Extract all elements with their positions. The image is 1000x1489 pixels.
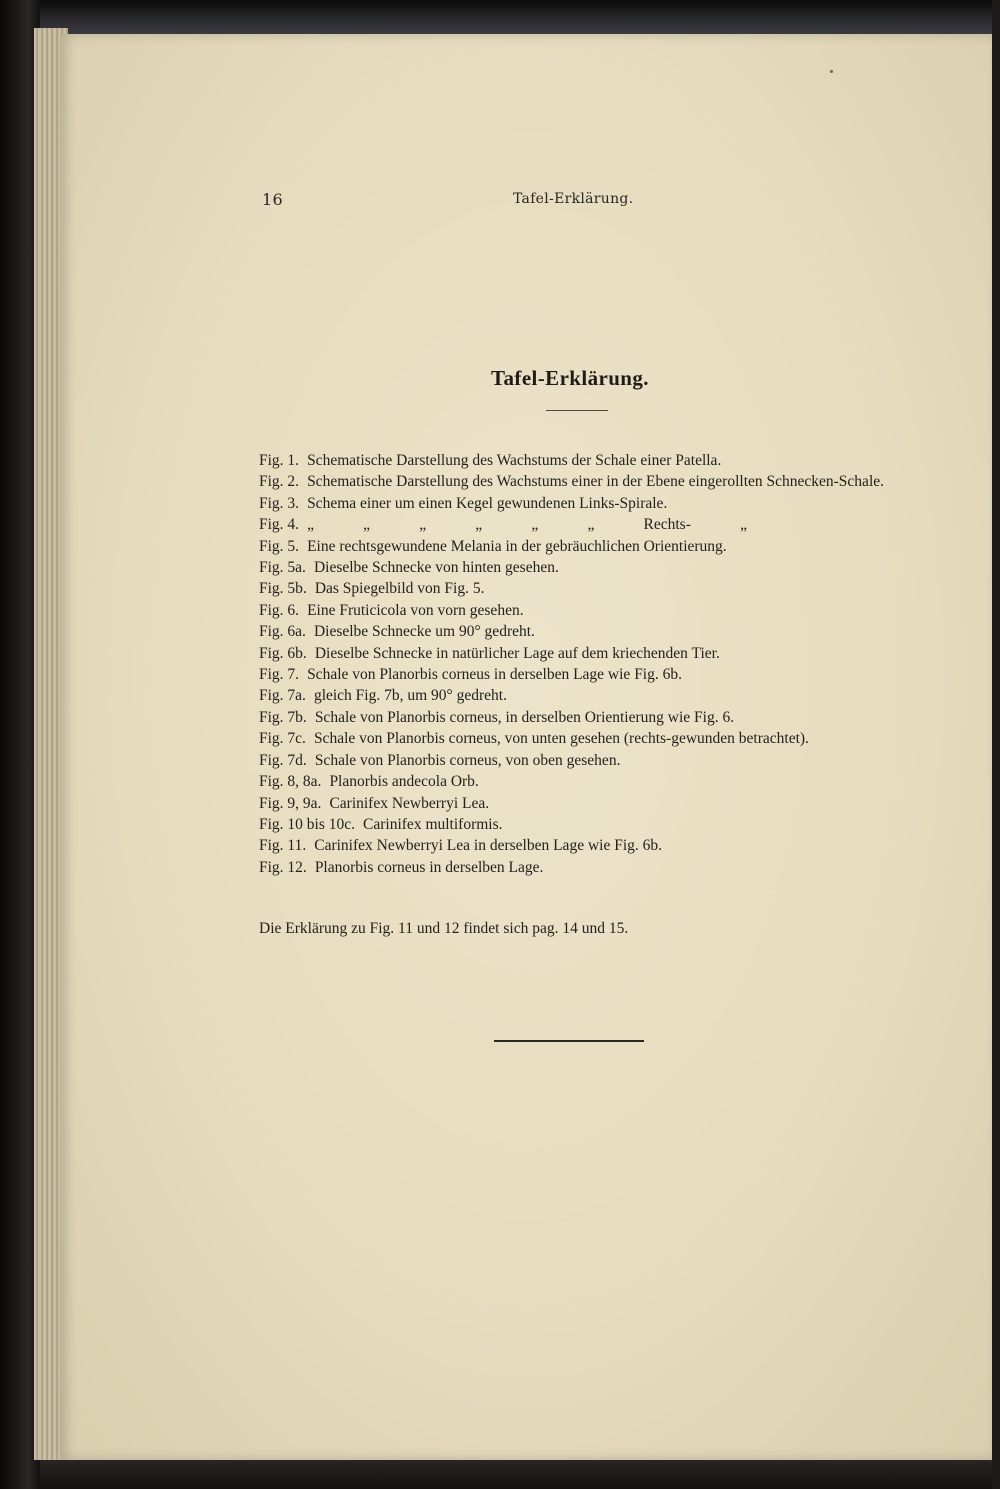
figure-description: Carinifex Newberryi Lea. bbox=[329, 794, 490, 812]
ditto-mark: „ bbox=[363, 516, 371, 534]
list-item bbox=[259, 685, 889, 706]
figure-description: Carinifex Newberryi Lea in derselben Lage wie Fig. 6b. bbox=[314, 837, 663, 855]
ditto-mark: „ bbox=[307, 516, 314, 534]
ditto-mark: „ bbox=[475, 516, 483, 534]
list-item bbox=[259, 771, 889, 792]
page-number: 16 bbox=[262, 190, 283, 209]
figure-number: Fig. 4. bbox=[259, 516, 300, 534]
figure-number: Fig. 6a. bbox=[259, 623, 306, 641]
ditto-mark: „ bbox=[740, 516, 747, 534]
running-head: Tafel-Erklärung. bbox=[513, 191, 634, 207]
figure-description: Das Spiegelbild von Fig. 5. bbox=[314, 580, 485, 598]
figure-number: Fig. 11. bbox=[259, 837, 307, 855]
footnote: Die Erklärung zu Fig. 11 und 12 findet sich pag. 14 und 15. bbox=[259, 920, 629, 937]
figure-number: Fig. 7. bbox=[259, 666, 300, 684]
ditto-mark: „ bbox=[531, 516, 539, 534]
list-item bbox=[259, 536, 889, 557]
figure-description: Planorbis corneus in derselben Lage. bbox=[314, 858, 544, 876]
list-item bbox=[259, 514, 889, 535]
figure-number: Fig. 8, 8a. bbox=[259, 773, 322, 791]
list-item bbox=[259, 621, 889, 642]
end-rule bbox=[494, 1040, 644, 1042]
ditto-mark: „ bbox=[587, 516, 595, 534]
list-item bbox=[259, 664, 889, 685]
list-item bbox=[259, 750, 889, 771]
figure-list bbox=[259, 450, 889, 878]
figure-number: Fig. 3. bbox=[259, 494, 300, 512]
figure-number: Fig. 1. bbox=[259, 452, 300, 469]
list-item bbox=[259, 471, 889, 492]
figure-description: Eine Fruticicola von vorn gesehen. bbox=[307, 601, 524, 619]
list-item bbox=[259, 728, 889, 749]
scan-top-border bbox=[40, 0, 1000, 34]
figure-description-ditto bbox=[299, 514, 747, 535]
figure-number: Fig. 6. bbox=[259, 601, 300, 619]
figure-number: Fig. 5. bbox=[259, 537, 300, 555]
figure-number: Fig. 10 bis 10c. bbox=[259, 815, 356, 833]
list-item bbox=[259, 835, 889, 856]
figure-description: Schema einer um einen Kegel gewundenen Links-Spirale. bbox=[307, 494, 668, 512]
figure-description: Carinifex multiformis. bbox=[363, 815, 503, 833]
list-item bbox=[259, 857, 889, 878]
figure-description: Eine rechtsgewundene Melania in der gebräuchlichen Orientierung. bbox=[307, 537, 727, 555]
figure-description: Schale von Planorbis corneus, in derselben Orientierung wie Fig. 6. bbox=[314, 708, 735, 726]
list-item bbox=[259, 493, 889, 514]
figure-description: gleich Fig. 7b, um 90° gedreht. bbox=[313, 687, 507, 705]
figure-number: Fig. 7b. bbox=[259, 708, 307, 726]
ditto-mark: „ bbox=[419, 516, 427, 534]
figure-description: Schematische Darstellung des Wachstums der Schale einer Patella. bbox=[307, 452, 722, 469]
figure-description: Dieselbe Schnecke um 90° gedreht. bbox=[313, 623, 535, 641]
list-item bbox=[259, 707, 889, 728]
figure-number: Fig. 12. bbox=[259, 858, 307, 876]
page-header bbox=[262, 190, 882, 214]
scan-right-border bbox=[992, 0, 1000, 1489]
figure-number: Fig. 2. bbox=[259, 473, 300, 491]
figure-number: Fig. 5a. bbox=[259, 559, 306, 577]
list-item bbox=[259, 600, 889, 621]
list-item bbox=[259, 557, 889, 578]
figure-description: Dieselbe Schnecke in natürlicher Lage auf dem kriechenden Tier. bbox=[314, 644, 720, 662]
list-item bbox=[259, 793, 889, 814]
page-title: Tafel-Erklärung. bbox=[491, 366, 649, 390]
ditto-word: Rechts- bbox=[643, 516, 691, 534]
list-item bbox=[259, 450, 889, 471]
figure-description: Schale von Planorbis corneus in derselben Lage wie Fig. 6b. bbox=[307, 666, 682, 684]
figure-number: Fig. 7c. bbox=[259, 730, 306, 748]
list-item bbox=[259, 578, 889, 599]
figure-description: Schale von Planorbis corneus, von unten gesehen (rechts-gewunden betrachtet). bbox=[313, 730, 809, 748]
scan-bottom-border bbox=[40, 1458, 1000, 1489]
ink-speck bbox=[830, 70, 833, 73]
list-item bbox=[259, 643, 889, 664]
figure-number: Fig. 7a. bbox=[259, 687, 306, 705]
figure-number: Fig. 7d. bbox=[259, 751, 307, 769]
figure-number: Fig. 5b. bbox=[259, 580, 307, 598]
figure-description: Planorbis andecola Orb. bbox=[329, 773, 479, 791]
figure-description: Schematische Darstellung des Wachstums einer in der Ebene eingerollten Schnecken-Schale. bbox=[307, 473, 884, 491]
figure-number: Fig. 6b. bbox=[259, 644, 307, 662]
figure-number: Fig. 9, 9a. bbox=[259, 794, 322, 812]
list-item bbox=[259, 814, 889, 835]
figure-description: Dieselbe Schnecke von hinten gesehen. bbox=[313, 559, 559, 577]
figure-description: Schale von Planorbis corneus, von oben gesehen. bbox=[314, 751, 621, 769]
title-divider bbox=[546, 410, 608, 411]
